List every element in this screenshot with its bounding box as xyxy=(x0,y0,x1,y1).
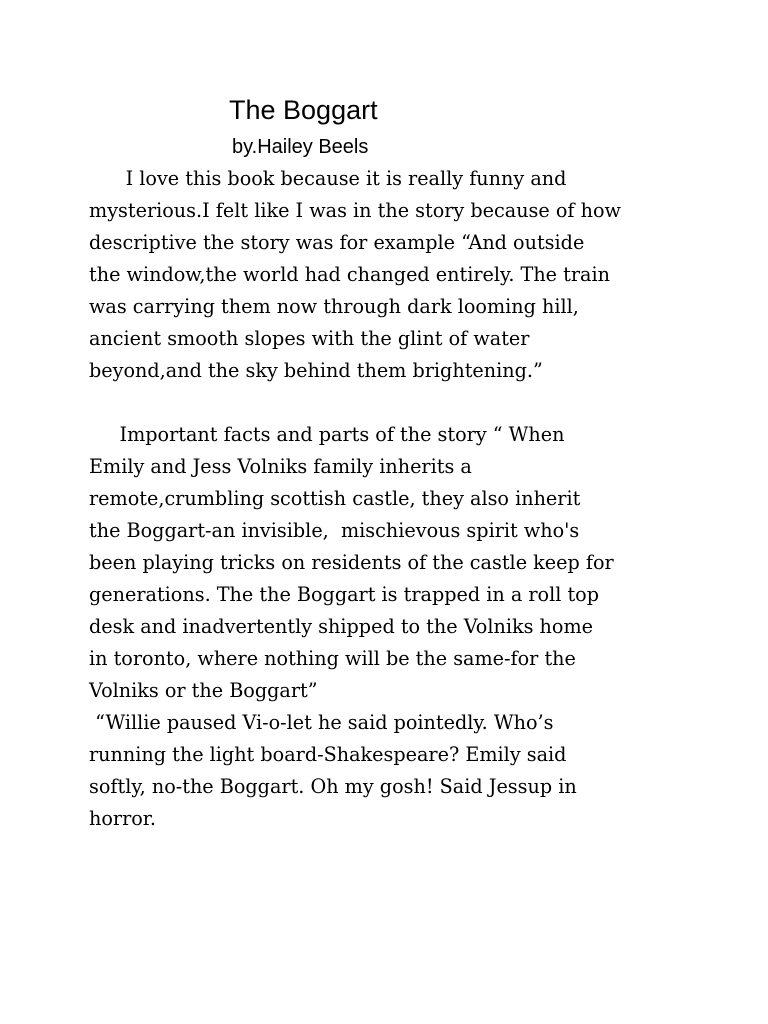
body-line-14: generations. The the Boggart is trapped in a roll top xyxy=(89,583,600,606)
body-line-2: mysterious.I felt like I was in the story because of how xyxy=(89,199,621,222)
body-line-16: in toronto, where nothing will be the same-for the xyxy=(89,647,576,670)
document-author: by.Hailey Beels xyxy=(232,136,369,158)
body-line-21: horror. xyxy=(89,807,156,830)
body-line-12: the Boggart-an invisible, mischievous spirit who's xyxy=(89,519,580,542)
body-line-18: “Willie paused Vi-o-let he said pointedly. Who’s xyxy=(89,711,554,734)
body-line-13: been playing tricks on residents of the castle keep for xyxy=(89,551,614,574)
body-line-4: the window,the world had changed entirely. The train xyxy=(89,263,610,286)
body-line-7: beyond,and the sky behind them brightening.” xyxy=(89,359,543,382)
body-line-3: descriptive the story was for example “And outside xyxy=(89,231,585,254)
body-line-6: ancient smooth slopes with the glint of water xyxy=(89,327,530,350)
body-line-19: running the light board-Shakespeare? Emily said xyxy=(89,743,567,766)
body-line-17: Volniks or the Boggart” xyxy=(89,679,318,702)
body-line-15: desk and inadvertently shipped to the Volniks home xyxy=(89,615,594,638)
document-body xyxy=(89,163,689,835)
body-line-9: Important facts and parts of the story “ When xyxy=(89,423,565,446)
body-line-11: remote,crumbling scottish castle, they also inherit xyxy=(89,487,581,510)
body-line-5: was carrying them now through dark looming hill, xyxy=(89,295,579,318)
body-line-10: Emily and Jess Volniks family inherits a xyxy=(89,455,472,478)
body-line-1: I love this book because it is really funny and xyxy=(89,167,567,190)
document-title: The Boggart xyxy=(229,95,378,125)
body-line-20: softly, no-the Boggart. Oh my gosh! Said Jessup in xyxy=(89,775,577,798)
paragraph-gap xyxy=(89,387,689,419)
